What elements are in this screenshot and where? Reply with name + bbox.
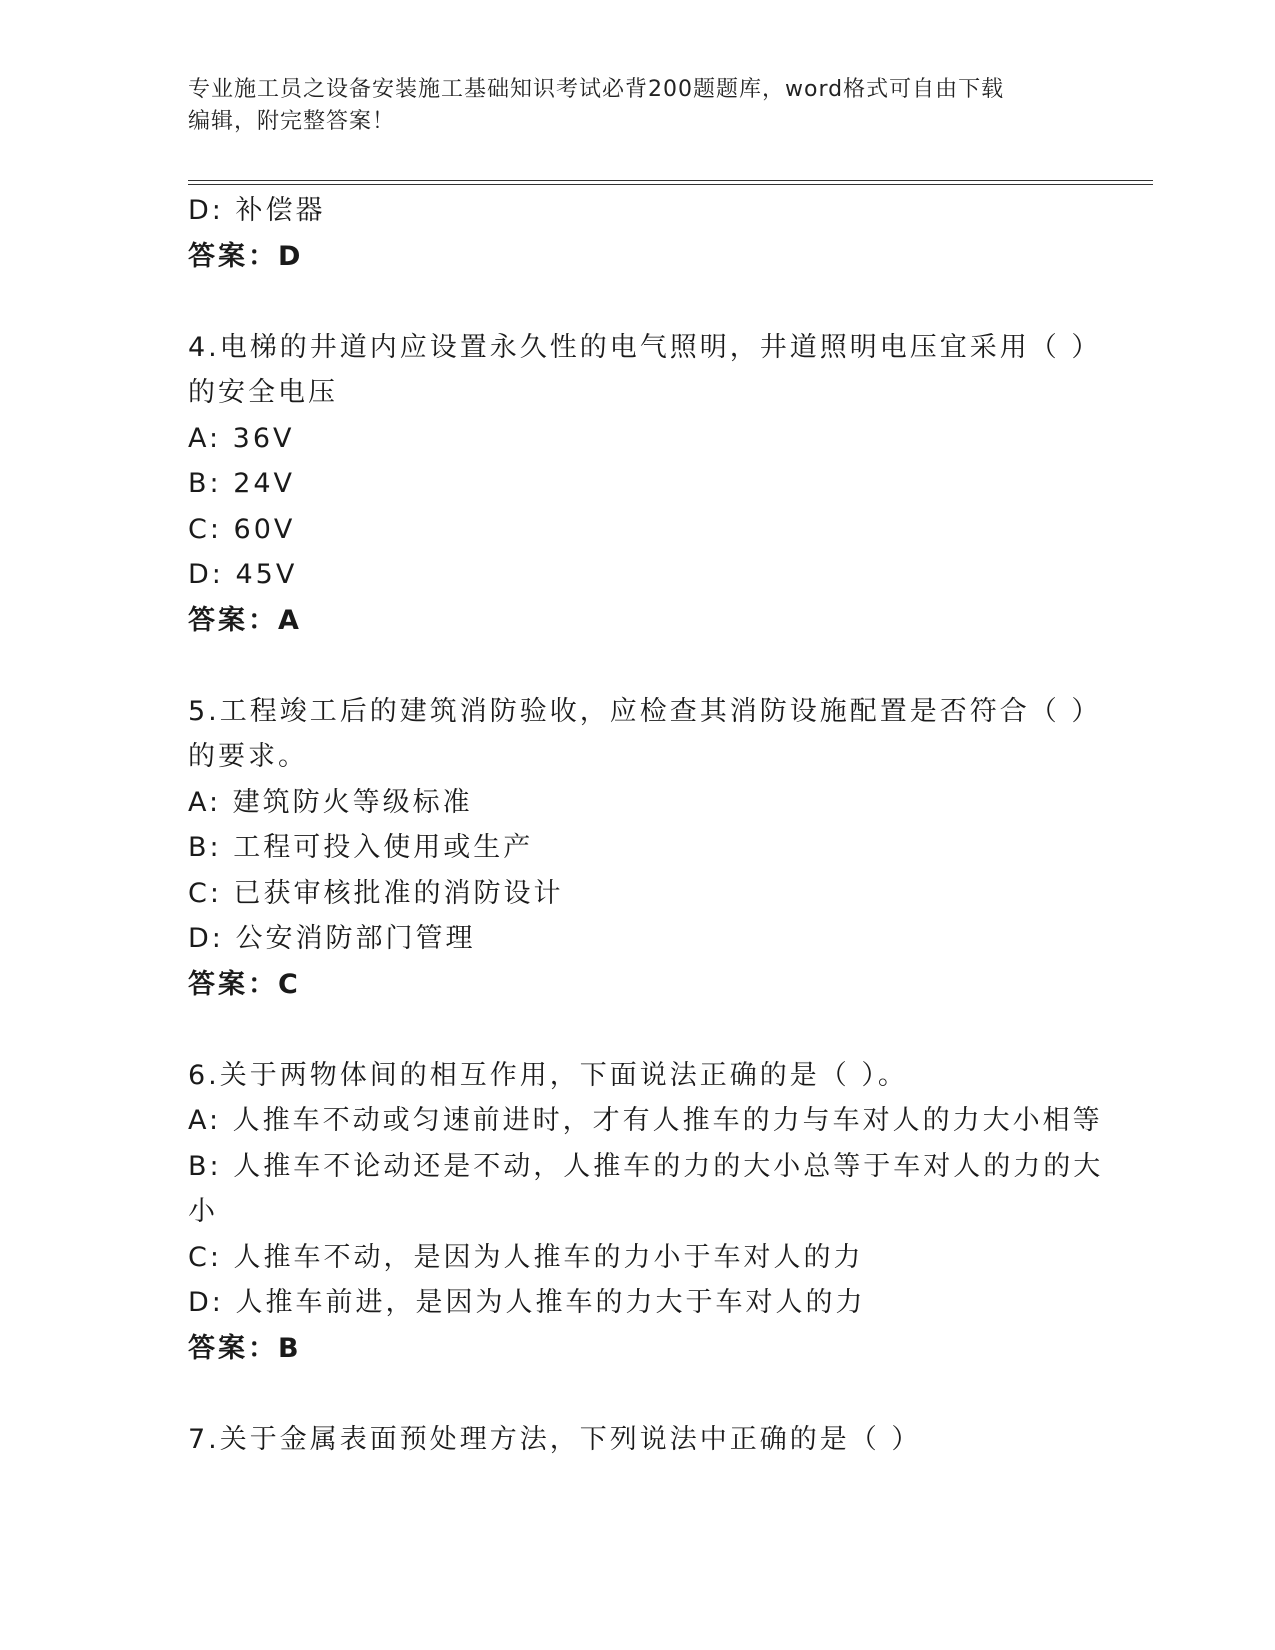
question-stem-cont: 的安全电压 — [188, 377, 338, 408]
option-b: B: 工程可投入使用或生产 — [188, 832, 534, 863]
header-rule-bottom — [188, 184, 1153, 185]
option-d: D: 人推车前进，是因为人推车的力大于车对人的力 — [188, 1287, 866, 1318]
option-b: B: 24V — [188, 468, 296, 499]
option-d: D: 45V — [188, 559, 298, 590]
option-d: D: 补偿器 — [188, 195, 326, 226]
question-stem: 5.工程竣工后的建筑消防验收，应检查其消防设施配置是否符合（ ） — [188, 695, 1102, 727]
page-header — [188, 74, 1068, 138]
option-b-cont: 小 — [188, 1196, 218, 1227]
spacer — [188, 1007, 1088, 1053]
question-7 — [188, 1417, 1088, 1463]
spacer — [188, 279, 1088, 325]
answer-line: 答案：A — [188, 604, 302, 636]
question-4 — [188, 325, 1102, 644]
header-rule-top — [188, 180, 1153, 181]
option-c: C: 人推车不动，是因为人推车的力小于车对人的力 — [188, 1241, 864, 1273]
option-a: A: 人推车不动或匀速前进时，才有人推车的力与车对人的力大小相等 — [188, 1105, 1103, 1136]
option-b: B: 人推车不论动还是不动，人推车的力的大小总等于车对人的力的大 — [188, 1150, 1104, 1182]
answer-line: 答案：D — [188, 240, 304, 272]
option-a: A: 建筑防火等级标准 — [188, 786, 473, 818]
question-stem: 7.关于金属表面预处理方法，下列说法中正确的是（ ） — [188, 1423, 922, 1455]
spacer — [188, 643, 1088, 689]
question-stem: 4.电梯的井道内应设置永久性的电气照明，井道照明电压宜采用（ ） — [188, 331, 1102, 363]
header-title-line1: 专业施工员之设备安装施工基础知识考试必背200题题库，word格式可自由下载 — [188, 77, 1005, 102]
question-5 — [188, 689, 1102, 1008]
question-stem-cont: 的要求。 — [188, 741, 308, 772]
question-6 — [188, 1053, 1104, 1372]
answer-line: 答案：C — [188, 968, 301, 1000]
answer-line: 答案：B — [188, 1332, 302, 1364]
spacer — [188, 1371, 1088, 1417]
option-a: A: 36V — [188, 422, 295, 454]
option-c: C: 已获审核批准的消防设计 — [188, 877, 564, 909]
header-title-line2: 编辑，附完整答案！ — [188, 109, 396, 134]
option-d: D: 公安消防部门管理 — [188, 923, 476, 954]
question-3-tail — [188, 188, 1088, 279]
question-list — [188, 188, 1104, 1462]
option-c: C: 60V — [188, 513, 296, 545]
question-stem: 6.关于两物体间的相互作用，下面说法正确的是（ ）。 — [188, 1059, 908, 1091]
